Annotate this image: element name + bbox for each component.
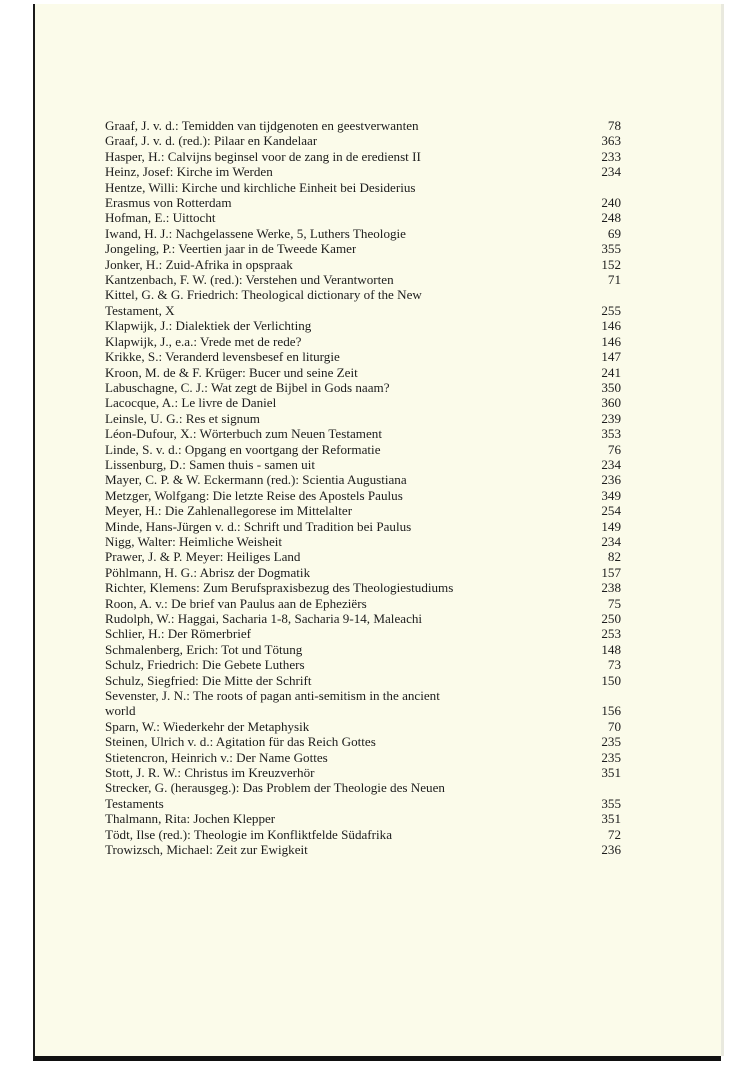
index-entry-line bbox=[105, 719, 621, 734]
entry-title: Schmalenberg, Erich: Tot und Tötung bbox=[105, 641, 303, 657]
index-entry bbox=[105, 133, 621, 148]
entry-title: Labuschagne, C. J.: Wat zegt de Bijbel in Gods naam? bbox=[105, 379, 390, 395]
index-entry-line bbox=[105, 472, 621, 487]
entry-title: Lissenburg, D.: Samen thuis - samen uit bbox=[105, 456, 315, 472]
entry-title: Testaments bbox=[105, 795, 164, 811]
index-entry-line bbox=[105, 626, 621, 641]
entry-page-number: 241 bbox=[601, 364, 621, 380]
entry-page-number: 69 bbox=[607, 225, 621, 241]
index-entry-line bbox=[105, 442, 621, 457]
entry-title: Sevenster, J. N.: The roots of pagan anti-semitism in the ancient bbox=[105, 688, 440, 704]
index-entry bbox=[105, 611, 621, 626]
index-entry-line bbox=[105, 765, 621, 780]
entry-page-number: 149 bbox=[601, 518, 621, 534]
entry-title: Leinsle, U. G.: Res et signum bbox=[105, 410, 260, 426]
index-entry-line bbox=[105, 226, 621, 241]
index-entry bbox=[105, 287, 621, 318]
index-entry bbox=[105, 811, 621, 826]
entry-page-number: 233 bbox=[601, 148, 621, 164]
entry-title: Minde, Hans-Jürgen v. d.: Schrift und Tradition bei Paulus bbox=[105, 518, 412, 534]
index-entry-line bbox=[105, 596, 621, 611]
entry-page-number: 75 bbox=[607, 595, 621, 611]
entry-title: Richter, Klemens: Zum Berufspraxisbezug des Theologiestudiums bbox=[105, 580, 454, 596]
entry-title: Strecker, G. (herausgeg.): Das Problem der Theologie des Neuen bbox=[105, 780, 445, 796]
index-entry-line bbox=[105, 703, 621, 718]
index-entry-line bbox=[105, 426, 621, 441]
entry-title: Linde, S. v. d.: Opgang en voortgang der Reformatie bbox=[105, 441, 381, 457]
entry-page-number: 234 bbox=[601, 164, 621, 180]
index-entry-line bbox=[105, 272, 621, 287]
index-entry bbox=[105, 442, 621, 457]
index-entry-line bbox=[105, 365, 621, 380]
index-entry bbox=[105, 534, 621, 549]
entry-page-number: 255 bbox=[601, 302, 621, 318]
entry-page-number: 78 bbox=[607, 118, 621, 133]
index-entry-line bbox=[105, 318, 621, 333]
entry-title: Thalmann, Rita: Jochen Klepper bbox=[105, 811, 276, 827]
entry-page-number: 350 bbox=[601, 379, 621, 395]
entry-title: Schulz, Siegfried: Die Mitte der Schrift bbox=[105, 672, 312, 688]
entry-title: world bbox=[105, 703, 136, 719]
index-entry bbox=[105, 750, 621, 765]
entry-page-number: 234 bbox=[601, 456, 621, 472]
entry-title: Stott, J. R. W.: Christus im Kreuzverhör bbox=[105, 765, 315, 781]
entry-page-number: 152 bbox=[601, 256, 621, 272]
entry-title: Tödt, Ilse (red.): Theologie im Konfliktfelde Südafrika bbox=[105, 826, 393, 842]
entry-title: Hasper, H.: Calvijns beginsel voor de zang in de eredienst II bbox=[105, 148, 421, 164]
entry-title: Heinz, Josef: Kirche im Werden bbox=[105, 164, 273, 180]
index-entry-line bbox=[105, 257, 621, 272]
entry-title: Meyer, H.: Die Zahlenallegorese im Mittelalter bbox=[105, 503, 353, 519]
entry-title: Graaf, J. v. d.: Temidden van tijdgenoten en geestverwanten bbox=[105, 118, 419, 133]
entry-page-number: 236 bbox=[601, 842, 621, 858]
entry-page-number: 355 bbox=[601, 241, 621, 257]
index-entry-line bbox=[105, 780, 621, 795]
entry-title: Pöhlmann, H. G.: Abrisz der Dogmatik bbox=[105, 564, 311, 580]
index-entry bbox=[105, 719, 621, 734]
entry-title: Schlier, H.: Der Römerbrief bbox=[105, 626, 252, 642]
entry-page-number: 72 bbox=[607, 826, 621, 842]
index-entry-line bbox=[105, 411, 621, 426]
index-entry bbox=[105, 180, 621, 211]
entry-page-number: 238 bbox=[601, 580, 621, 596]
index-entry bbox=[105, 580, 621, 595]
entry-page-number: 146 bbox=[601, 333, 621, 349]
entry-title: Roon, A. v.: De brief van Paulus aan de Epheziërs bbox=[105, 595, 367, 611]
entry-title: Iwand, H. J.: Nachgelassene Werke, 5, Luthers Theologie bbox=[105, 225, 406, 241]
entry-page-number: 360 bbox=[601, 395, 621, 411]
index-entry bbox=[105, 626, 621, 641]
entry-page-number: 250 bbox=[601, 611, 621, 626]
book-page bbox=[33, 4, 721, 1061]
index-entry-line bbox=[105, 657, 621, 672]
entry-title: Schulz, Friedrich: Die Gebete Luthers bbox=[105, 657, 305, 673]
index-entry-line bbox=[105, 118, 621, 133]
index-entry bbox=[105, 549, 621, 564]
index-entry bbox=[105, 164, 621, 179]
entry-page-number: 349 bbox=[601, 487, 621, 503]
entry-title: Jongeling, P.: Veertien jaar in de Tweede Kamer bbox=[105, 241, 357, 257]
index-entry bbox=[105, 411, 621, 426]
index-entry-line bbox=[105, 565, 621, 580]
index-entry bbox=[105, 596, 621, 611]
entry-page-number: 236 bbox=[601, 472, 621, 488]
entry-page-number: 351 bbox=[601, 811, 621, 827]
entry-page-number: 240 bbox=[601, 195, 621, 211]
entry-title: Trowizsch, Michael: Zeit zur Ewigkeit bbox=[105, 842, 308, 858]
index-entry bbox=[105, 349, 621, 364]
entry-title: Nigg, Walter: Heimliche Weisheit bbox=[105, 533, 283, 549]
index-entry-line bbox=[105, 519, 621, 534]
entry-page-number: 248 bbox=[601, 210, 621, 226]
book-review-index bbox=[105, 118, 621, 858]
index-entry-line bbox=[105, 503, 621, 518]
index-entry-line bbox=[105, 133, 621, 148]
index-entry bbox=[105, 642, 621, 657]
entry-page-number: 70 bbox=[607, 718, 621, 734]
entry-page-number: 156 bbox=[601, 703, 621, 719]
index-entry bbox=[105, 503, 621, 518]
index-entry bbox=[105, 472, 621, 487]
entry-title: Sparn, W.: Wiederkehr der Metaphysik bbox=[105, 718, 310, 734]
index-entry bbox=[105, 827, 621, 842]
index-entry bbox=[105, 426, 621, 441]
entry-title: Lacocque, A.: Le livre de Daniel bbox=[105, 395, 277, 411]
index-entry-line bbox=[105, 195, 621, 210]
index-entry-line bbox=[105, 241, 621, 256]
index-entry bbox=[105, 488, 621, 503]
entry-title: Kittel, G. & G. Friedrich: Theological dictionary of the New bbox=[105, 287, 422, 303]
entry-page-number: 82 bbox=[607, 549, 621, 565]
entry-page-number: 235 bbox=[601, 749, 621, 765]
index-entry-line bbox=[105, 734, 621, 749]
index-entry bbox=[105, 734, 621, 749]
index-entry bbox=[105, 365, 621, 380]
entry-title: Graaf, J. v. d. (red.): Pilaar en Kandelaar bbox=[105, 133, 318, 149]
index-entry bbox=[105, 257, 621, 272]
index-entry bbox=[105, 565, 621, 580]
index-entry bbox=[105, 395, 621, 410]
index-entry-line bbox=[105, 457, 621, 472]
index-entry-line bbox=[105, 642, 621, 657]
index-entry-line bbox=[105, 534, 621, 549]
index-entry-line bbox=[105, 380, 621, 395]
entry-page-number: 351 bbox=[601, 765, 621, 781]
entry-title: Stietencron, Heinrich v.: Der Name Gottes bbox=[105, 749, 328, 765]
index-entry-line bbox=[105, 287, 621, 302]
entry-page-number: 235 bbox=[601, 734, 621, 750]
entry-page-number: 157 bbox=[601, 564, 621, 580]
index-entry bbox=[105, 457, 621, 472]
index-entry bbox=[105, 226, 621, 241]
index-entry-line bbox=[105, 334, 621, 349]
entry-title: Kantzenbach, F. W. (red.): Verstehen und Verantworten bbox=[105, 272, 394, 288]
entry-title: Erasmus von Rotterdam bbox=[105, 195, 232, 211]
index-entry bbox=[105, 149, 621, 164]
index-entry bbox=[105, 780, 621, 811]
index-entry-line bbox=[105, 842, 621, 857]
entry-page-number: 73 bbox=[607, 657, 621, 673]
index-entry-line bbox=[105, 303, 621, 318]
index-entry bbox=[105, 380, 621, 395]
entry-page-number: 71 bbox=[607, 272, 621, 288]
index-entry-line bbox=[105, 611, 621, 626]
index-entry-line bbox=[105, 827, 621, 842]
entry-title: Steinen, Ulrich v. d.: Agitation für das Reich Gottes bbox=[105, 734, 376, 750]
entry-page-number: 150 bbox=[601, 672, 621, 688]
index-entry-line bbox=[105, 549, 621, 564]
index-entry-line bbox=[105, 210, 621, 225]
entry-page-number: 355 bbox=[601, 795, 621, 811]
entry-page-number: 253 bbox=[601, 626, 621, 642]
index-entry-line bbox=[105, 180, 621, 195]
index-entry bbox=[105, 842, 621, 857]
index-entry-line bbox=[105, 811, 621, 826]
entry-title: Hofman, E.: Uittocht bbox=[105, 210, 216, 226]
entry-page-number: 148 bbox=[601, 641, 621, 657]
entry-title: Metzger, Wolfgang: Die letzte Reise des Apostels Paulus bbox=[105, 487, 403, 503]
entry-title: Testament, X bbox=[105, 302, 175, 318]
entry-page-number: 363 bbox=[601, 133, 621, 149]
index-entry-line bbox=[105, 349, 621, 364]
index-entry bbox=[105, 688, 621, 719]
entry-title: Kroon, M. de & F. Krüger: Bucer und seine Zeit bbox=[105, 364, 358, 380]
entry-title: Léon-Dufour, X.: Wörterbuch zum Neuen Testament bbox=[105, 426, 382, 442]
index-entry bbox=[105, 210, 621, 225]
index-entry bbox=[105, 241, 621, 256]
index-entry-line bbox=[105, 673, 621, 688]
index-entry-line bbox=[105, 488, 621, 503]
index-entry bbox=[105, 673, 621, 688]
entry-title: Jonker, H.: Zuid-Afrika in opspraak bbox=[105, 256, 293, 272]
index-entry-line bbox=[105, 750, 621, 765]
entry-title: Rudolph, W.: Haggai, Sacharia 1-8, Sacharia 9-14, Maleachi bbox=[105, 611, 423, 626]
entry-title: Prawer, J. & P. Meyer: Heiliges Land bbox=[105, 549, 301, 565]
index-entry bbox=[105, 318, 621, 333]
entry-page-number: 234 bbox=[601, 533, 621, 549]
index-entry-line bbox=[105, 149, 621, 164]
index-entry bbox=[105, 272, 621, 287]
index-entry bbox=[105, 765, 621, 780]
index-entry bbox=[105, 519, 621, 534]
index-entry-line bbox=[105, 395, 621, 410]
entry-title: Hentze, Willi: Kirche und kirchliche Einheit bei Desiderius bbox=[105, 179, 416, 195]
entry-title: Mayer, C. P. & W. Eckermann (red.): Scientia Augustiana bbox=[105, 472, 407, 488]
index-entry bbox=[105, 657, 621, 672]
index-entry bbox=[105, 118, 621, 133]
entry-title: Klapwijk, J., e.a.: Vrede met de rede? bbox=[105, 333, 302, 349]
entry-page-number: 353 bbox=[601, 426, 621, 442]
index-entry-line bbox=[105, 580, 621, 595]
entry-page-number: 76 bbox=[607, 441, 621, 457]
index-entry bbox=[105, 334, 621, 349]
entry-title: Klapwijk, J.: Dialektiek der Verlichting bbox=[105, 318, 312, 334]
entry-page-number: 147 bbox=[601, 349, 621, 365]
entry-page-number: 146 bbox=[601, 318, 621, 334]
index-entry-line bbox=[105, 796, 621, 811]
entry-page-number: 239 bbox=[601, 410, 621, 426]
index-entry-line bbox=[105, 164, 621, 179]
index-entry-line bbox=[105, 688, 621, 703]
entry-title: Krikke, S.: Veranderd levensbesef en liturgie bbox=[105, 349, 340, 365]
entry-page-number: 254 bbox=[601, 503, 621, 519]
